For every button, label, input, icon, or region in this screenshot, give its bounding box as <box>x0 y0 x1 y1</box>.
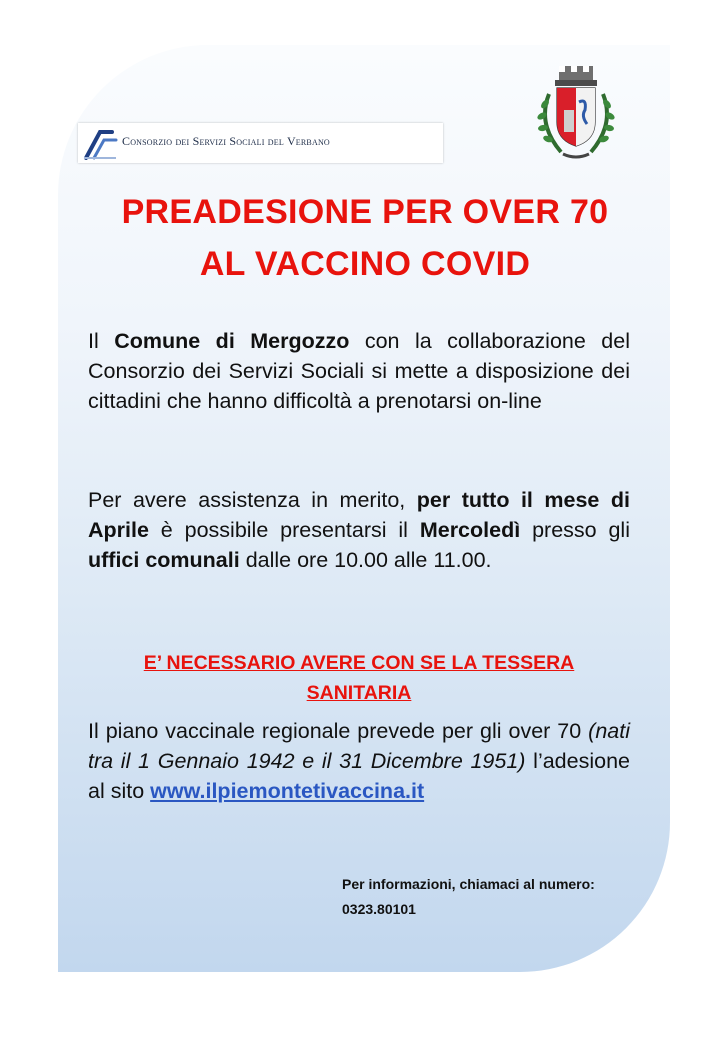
consortium-logo <box>78 123 443 163</box>
assistance-paragraph <box>88 485 630 575</box>
plan-paragraph <box>88 716 630 806</box>
alert-line-2: SANITARIA <box>306 682 412 704</box>
assistance-text-2: è possibile presentarsi il <box>148 518 420 542</box>
municipality-name: Comune di Mergozzo <box>114 329 350 353</box>
plan-text-2: l’adesione al sito <box>88 749 630 803</box>
vaccine-site-link[interactable]: www.ilpiemontetivaccina.it <box>150 779 425 803</box>
intro-text-1: Il <box>88 329 115 353</box>
assistance-text-1: Per avere assistenza in merito, <box>88 488 417 512</box>
assistance-text-4: dalle ore 10.00 alle 11.00. <box>239 548 492 572</box>
alert-line-1: E’ NECESSARIO AVERE CON SE LA TESSERA <box>143 652 575 674</box>
intro-text-2: con la collaborazione del Consorzio dei Servizi Sociali si mette a disposizione dei cittadini che hanno difficoltà a prenotarsi on-line <box>88 329 630 413</box>
assistance-period: per tutto il mese di Aprile <box>88 488 630 542</box>
plan-birth-range: (nati tra il 1 Gennaio 1942 e il 31 Dicembre 1951) <box>88 719 630 773</box>
consortium-logo-icon <box>82 126 118 160</box>
headline-line-1: PREADESIONE PER OVER 70 <box>121 193 609 231</box>
contact-phone: 0323.80101 <box>342 901 416 917</box>
assistance-text-3: presso gli <box>520 518 630 542</box>
intro-paragraph <box>88 326 630 416</box>
assistance-place: uffici comunali <box>88 548 240 572</box>
consortium-name: Consorzio dei Servizi Sociali del Verbano <box>122 134 330 148</box>
headline-line-2: AL VACCINO COVID <box>199 245 531 283</box>
assistance-day: Mercoledì <box>419 518 521 542</box>
plan-text-1: Il piano vaccinale regionale prevede per gli over 70 <box>88 719 589 743</box>
contact-label: Per informazioni, chiamaci al numero: <box>342 876 595 892</box>
municipal-crest-icon <box>527 64 625 168</box>
